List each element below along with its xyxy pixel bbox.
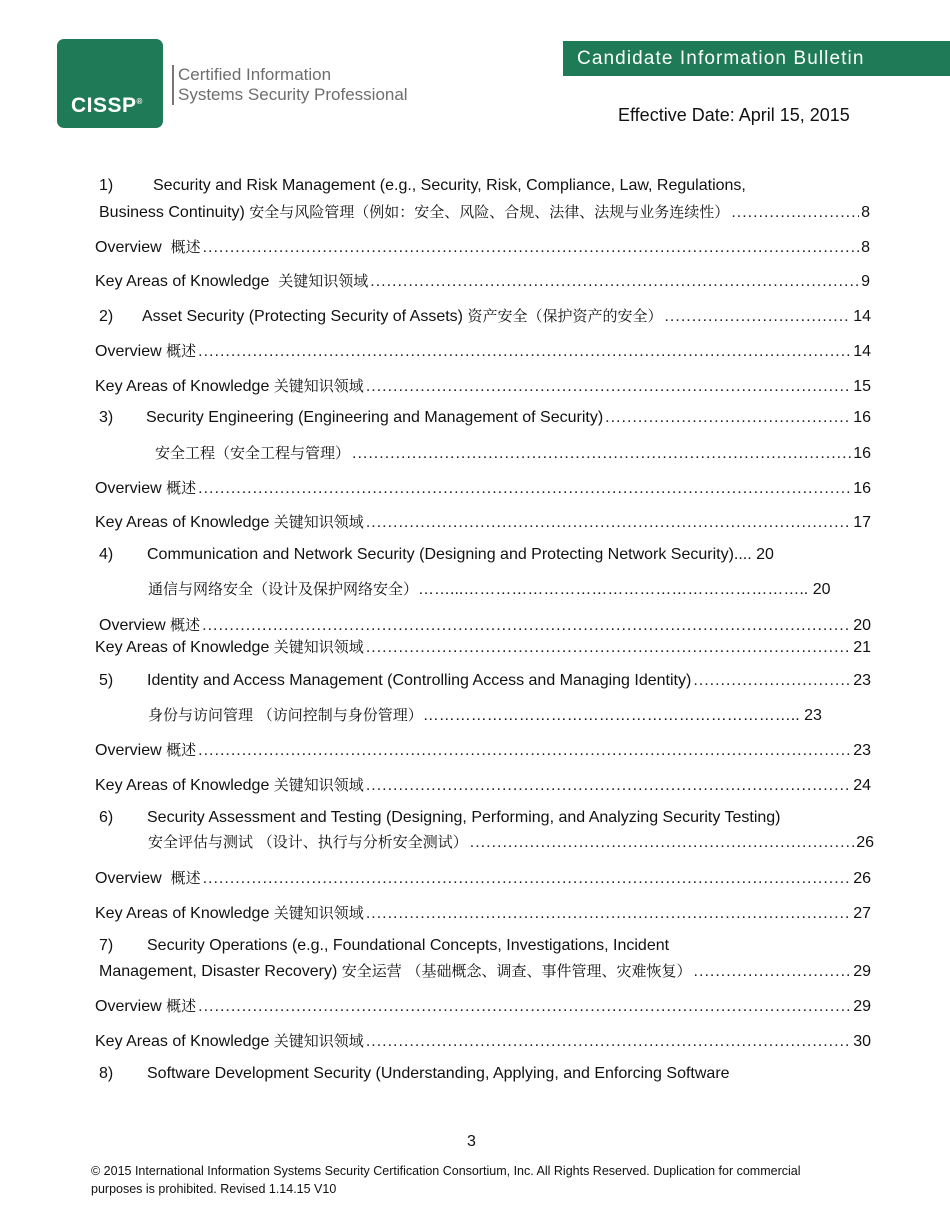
cissp-logo — [57, 39, 163, 128]
toc-s1-key-areas[interactable]: Key Areas of Knowledge 关键知识领域 ..... 9 — [95, 270, 870, 291]
toc-s1-overview[interactable]: Overview 概述 ..... 8 — [95, 236, 870, 257]
toc-s3-key-areas[interactable]: Key Areas of Knowledge 关键知识领域 ..... 17 — [95, 511, 871, 532]
toc-s2-key-areas[interactable]: Key Areas of Knowledge 关键知识领域 ..... 15 — [95, 375, 871, 396]
toc-section-2[interactable]: 2) Asset Security (Protecting Security of Assets) 资产安全（保护资产的安全） ..... 14 — [99, 305, 871, 326]
toc-section-4[interactable]: 4) Communication and Network Security (Designing and Protecting Network Security).... 20 — [99, 546, 774, 563]
effective-date: Effective Date: April 15, 2015 — [618, 105, 850, 125]
toc-s5-overview[interactable]: Overview 概述 ..... 23 — [95, 739, 871, 760]
page-number: 3 — [467, 1133, 476, 1150]
toc-section-3[interactable]: 3) Security Engineering (Engineering and Management of Security) ..... 16 — [99, 409, 871, 427]
toc-section-6-title[interactable]: 6) Security Assessment and Testing (Designing, Performing, and Analyzing Security Testing) — [99, 809, 781, 826]
toc-s4-key-areas[interactable]: Key Areas of Knowledge 关键知识领域 ..... 21 — [95, 636, 871, 657]
toc-section-8-title[interactable]: 8) Software Development Security (Understanding, Applying, and Enforcing Software — [99, 1065, 730, 1082]
logo-tagline: Certified Information Systems Security Professional — [172, 65, 408, 105]
toc-s7-key-areas[interactable]: Key Areas of Knowledge 关键知识领域 ..... 30 — [95, 1030, 871, 1051]
bulletin-banner: Candidate Information Bulletin — [563, 41, 950, 76]
toc-section-1-title[interactable]: 1) Security and Risk Management (e.g., Security, Risk, Compliance, Law, Regulations, — [99, 177, 746, 194]
toc-s3-overview[interactable]: Overview 概述 ..... 16 — [95, 477, 871, 498]
toc-section-5-cn[interactable]: 身份与访问管理 （访问控制与身份管理） …………………………………………………………….. 23 — [148, 706, 822, 724]
toc-s6-key-areas[interactable]: Key Areas of Knowledge 关键知识领域 ..... 27 — [95, 902, 871, 923]
toc-s4-overview[interactable]: Overview 概述 ..... 20 — [99, 614, 871, 635]
toc-s5-key-areas[interactable]: Key Areas of Knowledge 关键知识领域 ..... 24 — [95, 774, 871, 795]
toc-s2-overview[interactable]: Overview 概述 ..... 14 — [95, 340, 871, 361]
logo-text: CISSP® — [71, 94, 143, 117]
toc-section-4-cn[interactable]: 通信与网络安全（设计及保护网络安全） ……...……………………………………………………….. 20 — [148, 580, 831, 598]
toc-section-3-cn[interactable]: 安全工程（安全工程与管理） ..... 16 — [155, 442, 871, 463]
toc-section-6-cn[interactable]: 安全评估与测试 （设计、执行与分析安全测试） ..... 26 — [148, 831, 874, 852]
toc-section-7-title[interactable]: 7) Security Operations (e.g., Foundational Concepts, Investigations, Incident — [99, 937, 670, 954]
toc-s6-overview[interactable]: Overview 概述 ..... 26 — [95, 867, 871, 888]
toc-section-1-entry[interactable]: Business Continuity) 安全与风险管理（例如：安全、风险、合规、法律、法规与业务连续性） ..... 8 — [99, 201, 870, 222]
toc-section-5[interactable]: 5) Identity and Access Management (Controlling Access and Managing Identity) ..... 23 — [99, 672, 871, 690]
copyright-footer: © 2015 International Information Systems Security Certification Consortium, Inc. All Rights Reserved. Duplication for commercial purposes is prohibited. Revised 1.14.15 V10 — [91, 1164, 801, 1196]
toc-s7-overview[interactable]: Overview 概述 ..... 29 — [95, 995, 871, 1016]
toc-section-7-entry[interactable]: Management, Disaster Recovery) 安全运营 （基础概念、调查、事件管理、灾难恢复） ..... 29 — [99, 960, 871, 981]
